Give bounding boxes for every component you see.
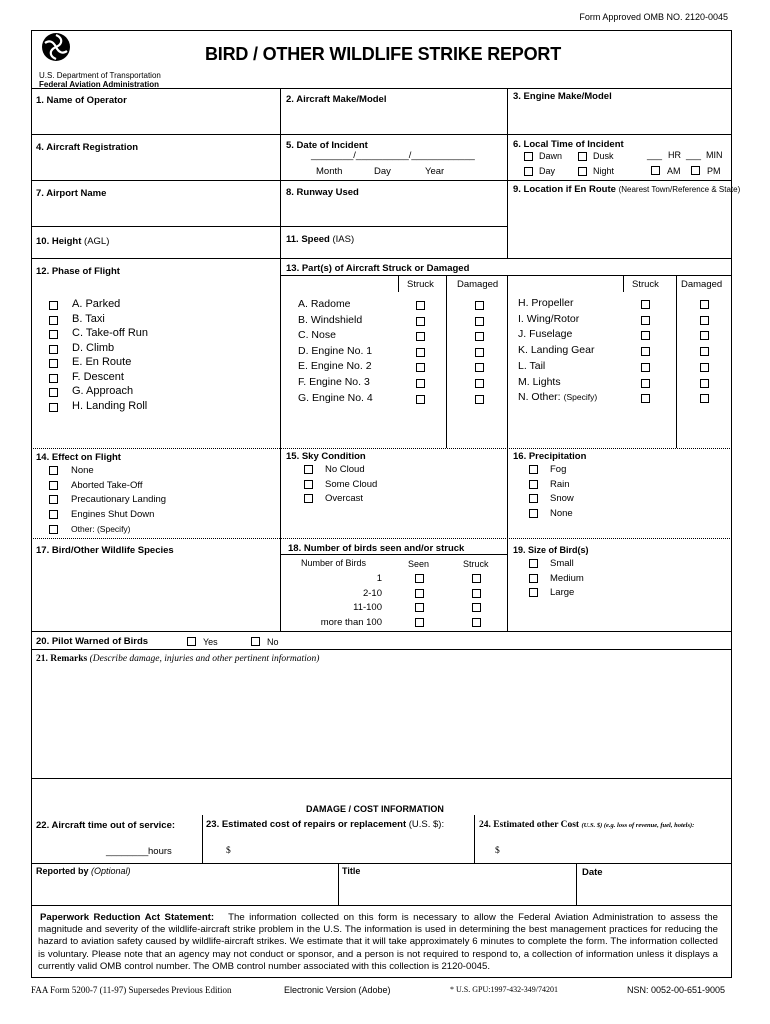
- part-damaged-checkbox[interactable]: [700, 394, 709, 403]
- phase-label: H. Landing Roll: [72, 399, 148, 412]
- minute-field[interactable]: ___: [686, 150, 702, 160]
- part-label: [518, 360, 545, 372]
- sky-label: No Cloud: [325, 464, 365, 475]
- field-pilot-warned-label: 20. Pilot Warned of Birds: [36, 636, 149, 647]
- part-label: D. Engine No. 1: [298, 344, 373, 357]
- part-label-text: N. Other:: [518, 391, 561, 404]
- part-damaged-checkbox[interactable]: [700, 363, 709, 372]
- part-other-note: (Specify): [563, 392, 598, 403]
- field-parts-label: 13. Part(s) of Aircraft Struck or Damaged: [286, 263, 470, 274]
- repair-cost-currency: $: [226, 846, 231, 856]
- field-runway-label: 8. Runway Used: [286, 187, 359, 198]
- part-struck-checkbox[interactable]: [641, 347, 650, 356]
- part-label-text: M. Lights: [518, 375, 561, 388]
- part-struck-checkbox[interactable]: [416, 395, 425, 404]
- sky-checkbox[interactable]: [304, 494, 313, 503]
- pm-checkbox[interactable]: [691, 166, 700, 175]
- warned-no-checkbox[interactable]: [251, 637, 260, 646]
- phase-checkbox[interactable]: [49, 374, 58, 383]
- birds-seen-checkbox[interactable]: [415, 589, 424, 598]
- sky-label: Some Cloud: [325, 478, 378, 490]
- precip-checkbox[interactable]: [529, 494, 538, 503]
- dusk-label: Dusk: [593, 151, 614, 161]
- part-damaged-checkbox[interactable]: [475, 395, 484, 404]
- field-reported-by-label: Reported by (Optional): [36, 866, 131, 876]
- hour-field[interactable]: ___: [647, 150, 663, 160]
- dawn-label: Dawn: [539, 151, 563, 161]
- phase-checkbox[interactable]: [49, 345, 58, 354]
- part-struck-checkbox[interactable]: [641, 300, 650, 309]
- am-label: AM: [667, 166, 681, 176]
- part-label: C. Nose: [298, 329, 336, 342]
- part-damaged-checkbox[interactable]: [700, 347, 709, 356]
- part-label: [518, 313, 579, 325]
- night-checkbox[interactable]: [578, 167, 587, 176]
- precip-label: Fog: [550, 464, 567, 475]
- dawn-checkbox[interactable]: [524, 152, 533, 161]
- field-birds-count-label: 18. Number of birds seen and/or struck: [288, 543, 465, 554]
- birds-count-label: 1: [376, 573, 382, 584]
- part-label: F. Engine No. 3: [298, 376, 370, 388]
- phase-label: A. Parked: [72, 298, 121, 310]
- part-label: E. Engine No. 2: [298, 360, 372, 373]
- precip-label: Snow: [550, 493, 574, 504]
- sky-label: Overcast: [325, 493, 364, 505]
- birds-count-label: more than 100: [320, 616, 382, 628]
- faa-name: Federal Aviation Administration: [39, 80, 160, 89]
- precip-checkbox[interactable]: [529, 465, 538, 474]
- min-label: MIN: [706, 150, 723, 160]
- phase-checkbox[interactable]: [49, 330, 58, 339]
- birds-seen-checkbox[interactable]: [415, 618, 424, 627]
- other-cost-currency: $: [495, 846, 500, 856]
- phase-label: C. Take-off Run: [72, 327, 149, 339]
- part-struck-checkbox[interactable]: [416, 363, 425, 372]
- field-date-signed-label: Date: [582, 867, 603, 878]
- part-struck-checkbox[interactable]: [416, 379, 425, 388]
- field-aircraft-make-label: 2. Aircraft Make/Model: [286, 94, 387, 105]
- part-damaged-checkbox[interactable]: [475, 379, 484, 388]
- birds-struck-checkbox[interactable]: [472, 589, 481, 598]
- bird-size-label: Small: [550, 558, 574, 569]
- phase-checkbox[interactable]: [49, 316, 58, 325]
- phase-checkbox[interactable]: [49, 301, 58, 310]
- field-time-out-label: 22. Aircraft time out of service:: [36, 820, 176, 831]
- phase-checkbox[interactable]: [49, 388, 58, 397]
- day-checkbox[interactable]: [524, 167, 533, 176]
- hours-label: hours: [148, 846, 172, 857]
- birds-struck-checkbox[interactable]: [472, 574, 481, 583]
- part-struck-checkbox[interactable]: [416, 317, 425, 326]
- field-speed-label: 11. Speed (IAS): [286, 234, 355, 245]
- effect-label: Precautionary Landing: [71, 494, 167, 506]
- precip-checkbox[interactable]: [529, 509, 538, 518]
- bird-size-label: Large: [550, 587, 575, 598]
- night-label: Night: [593, 166, 615, 176]
- day-label: Day: [539, 166, 556, 176]
- field-operator-label: 1. Name of Operator: [36, 95, 127, 106]
- warned-no-label: No: [267, 637, 279, 647]
- date-month-label: Month: [316, 166, 343, 177]
- effect-checkbox[interactable]: [49, 525, 58, 534]
- field-location-label: 9. Location if En Route (Nearest Town/Reference & State): [513, 184, 741, 195]
- bird-size-checkbox[interactable]: [529, 559, 538, 568]
- footer-form-number: FAA Form 5200-7 (11-97) Supersedes Previous Edition: [31, 985, 232, 995]
- part-struck-checkbox[interactable]: [416, 301, 425, 310]
- effect-label: Aborted Take-Off: [71, 479, 143, 491]
- effect-checkbox[interactable]: [49, 495, 58, 504]
- hours-field[interactable]: ________: [106, 846, 149, 857]
- birds-seen-checkbox[interactable]: [415, 574, 424, 583]
- form-title: BIRD / OTHER WILDLIFE STRIKE REPORT: [205, 44, 561, 64]
- part-struck-checkbox[interactable]: [641, 331, 650, 340]
- date-year-label: Year: [425, 166, 445, 177]
- part-label-text: L. Tail: [518, 359, 546, 372]
- phase-label: E. En Route: [72, 356, 132, 368]
- remarks-area[interactable]: [32, 668, 731, 776]
- footer-nsn: NSN: 0052-00-651-9005: [627, 985, 726, 995]
- field-sky-label: 15. Sky Condition: [286, 451, 366, 462]
- seen-header: Seen: [408, 559, 430, 569]
- part-label: [518, 391, 597, 403]
- date-blanks[interactable]: ________/__________/____________: [311, 150, 475, 161]
- bird-size-label: Medium: [550, 572, 584, 584]
- effect-checkbox[interactable]: [49, 510, 58, 519]
- part-damaged-checkbox[interactable]: [475, 301, 484, 310]
- damaged-header-left: Damaged: [457, 279, 499, 290]
- part-struck-checkbox[interactable]: [416, 348, 425, 357]
- part-damaged-checkbox[interactable]: [475, 317, 484, 326]
- part-damaged-checkbox[interactable]: [475, 363, 484, 372]
- footer-electronic: Electronic Version (Adobe): [284, 985, 391, 995]
- field-effect-label: 14. Effect on Flight: [36, 452, 121, 463]
- date-day-label: Day: [374, 166, 391, 177]
- effect-label: Other: (Specify): [71, 523, 131, 534]
- field-height-label: 10. Height (AGL): [36, 236, 110, 247]
- paperwork-statement: Paperwork Reduction Act Statement: The information collected on this form is necessary to allow the Federal Aviation Administration to assess the magnitude and severity of the wildlife-aircraft strike problem in the U.S. The information is used in determining the best management practices for reducing the hazard to aviation safety caused by wildlife-aircraft strikes. We estimate that it will take approximately 6 minutes to complete the form. The information collected is voluntary. Please note that an agency may not conduct or sponsor, and a person is not required to respond to, a collection of information unless it displays a currently valid OMB control number. The OMB control number associated with this collection is 2120-0045.: [38, 912, 718, 972]
- field-registration-label: 4. Aircraft Registration: [36, 142, 139, 153]
- warned-yes-checkbox[interactable]: [187, 637, 196, 646]
- part-struck-checkbox[interactable]: [641, 316, 650, 325]
- pm-label: PM: [707, 166, 721, 176]
- field-size-label: 19. Size of Bird(s): [513, 545, 589, 555]
- part-label-text: J. Fuselage: [518, 328, 573, 341]
- warned-yes-label: Yes: [203, 637, 218, 647]
- struck-header-left: Struck: [407, 279, 434, 290]
- phase-label: F. Descent: [72, 370, 124, 383]
- omb-number: Form Approved OMB NO. 2120-0045: [579, 12, 728, 22]
- sky-checkbox[interactable]: [304, 465, 313, 474]
- field-airport-label: 7. Airport Name: [36, 188, 107, 199]
- field-date-label: 5. Date of Incident: [286, 140, 368, 151]
- num-birds-header: Number of Birds: [301, 558, 367, 568]
- part-damaged-checkbox[interactable]: [475, 348, 484, 357]
- part-label: [518, 376, 561, 388]
- struck-header-right: Struck: [632, 279, 659, 290]
- birds-count-label: 11-100: [353, 602, 382, 613]
- part-damaged-checkbox[interactable]: [700, 300, 709, 309]
- damaged-header-right: Damaged: [681, 279, 723, 290]
- birds-count-label: 2-10: [362, 587, 382, 599]
- part-label: G. Engine No. 4: [298, 391, 373, 404]
- field-title-label: Title: [342, 866, 361, 876]
- field-phase-label: 12. Phase of Flight: [36, 266, 120, 277]
- effect-checkbox[interactable]: [49, 466, 58, 475]
- part-damaged-checkbox[interactable]: [700, 316, 709, 325]
- phase-label: G. Approach: [72, 385, 134, 397]
- field-repair-cost-label: 23. Estimated cost of repairs or replacement (U.S. $):: [206, 819, 445, 830]
- part-damaged-checkbox[interactable]: [700, 331, 709, 340]
- part-label: B. Windshield: [298, 313, 363, 326]
- phase-checkbox[interactable]: [49, 359, 58, 368]
- part-struck-checkbox[interactable]: [641, 363, 650, 372]
- part-struck-checkbox[interactable]: [641, 394, 650, 403]
- sky-checkbox[interactable]: [304, 480, 313, 489]
- field-other-cost-label: 24. Estimated other Cost (U.S. $) (e.g. loss of revenue, fuel, hotels):: [479, 820, 695, 830]
- dept-name: U.S. Department of Transportation: [39, 71, 161, 80]
- field-remarks-label: 21. Remarks (Describe damage, injuries and other pertinent information): [36, 654, 320, 664]
- birds-seen-checkbox[interactable]: [415, 603, 424, 612]
- phase-label: D. Climb: [72, 341, 115, 354]
- precip-checkbox[interactable]: [529, 480, 538, 489]
- effect-checkbox[interactable]: [49, 481, 58, 490]
- bird-size-checkbox[interactable]: [529, 588, 538, 597]
- phase-label: B. Taxi: [72, 312, 105, 325]
- bird-size-checkbox[interactable]: [529, 574, 538, 583]
- part-label-text: H. Propeller: [518, 297, 574, 309]
- part-label-text: K. Landing Gear: [518, 344, 595, 357]
- footer-gpu: * U.S. GPU:1997-432-349/74201: [450, 985, 559, 994]
- am-checkbox[interactable]: [651, 166, 660, 175]
- part-label-text: I. Wing/Rotor: [518, 312, 580, 325]
- part-label: A. Radome: [298, 298, 351, 310]
- hr-label: HR: [668, 150, 681, 160]
- damage-cost-header: DAMAGE / COST INFORMATION: [306, 804, 444, 814]
- field-engine-make-label: 3. Engine Make/Model: [513, 91, 612, 102]
- effect-label: None: [71, 465, 94, 476]
- field-precip-label: 16. Precipitation: [513, 451, 587, 462]
- birds-struck-checkbox[interactable]: [472, 603, 481, 612]
- birds-struck-checkbox[interactable]: [472, 618, 481, 627]
- part-struck-checkbox[interactable]: [416, 332, 425, 341]
- effect-label: Engines Shut Down: [71, 509, 155, 521]
- field-local-time-label: 6. Local Time of Incident: [513, 139, 624, 150]
- precip-label: None: [550, 507, 573, 519]
- dot-logo-icon: [41, 32, 71, 62]
- precip-label: Rain: [550, 478, 570, 490]
- part-damaged-checkbox[interactable]: [700, 379, 709, 388]
- part-damaged-checkbox[interactable]: [475, 332, 484, 341]
- phase-checkbox[interactable]: [49, 403, 58, 412]
- part-label: [518, 297, 573, 309]
- struck-header: Struck: [463, 559, 489, 569]
- part-label: [518, 328, 572, 340]
- dusk-checkbox[interactable]: [578, 152, 587, 161]
- field-species-label: 17. Bird/Other Wildlife Species: [36, 545, 174, 556]
- part-label: [518, 344, 594, 356]
- part-struck-checkbox[interactable]: [641, 379, 650, 388]
